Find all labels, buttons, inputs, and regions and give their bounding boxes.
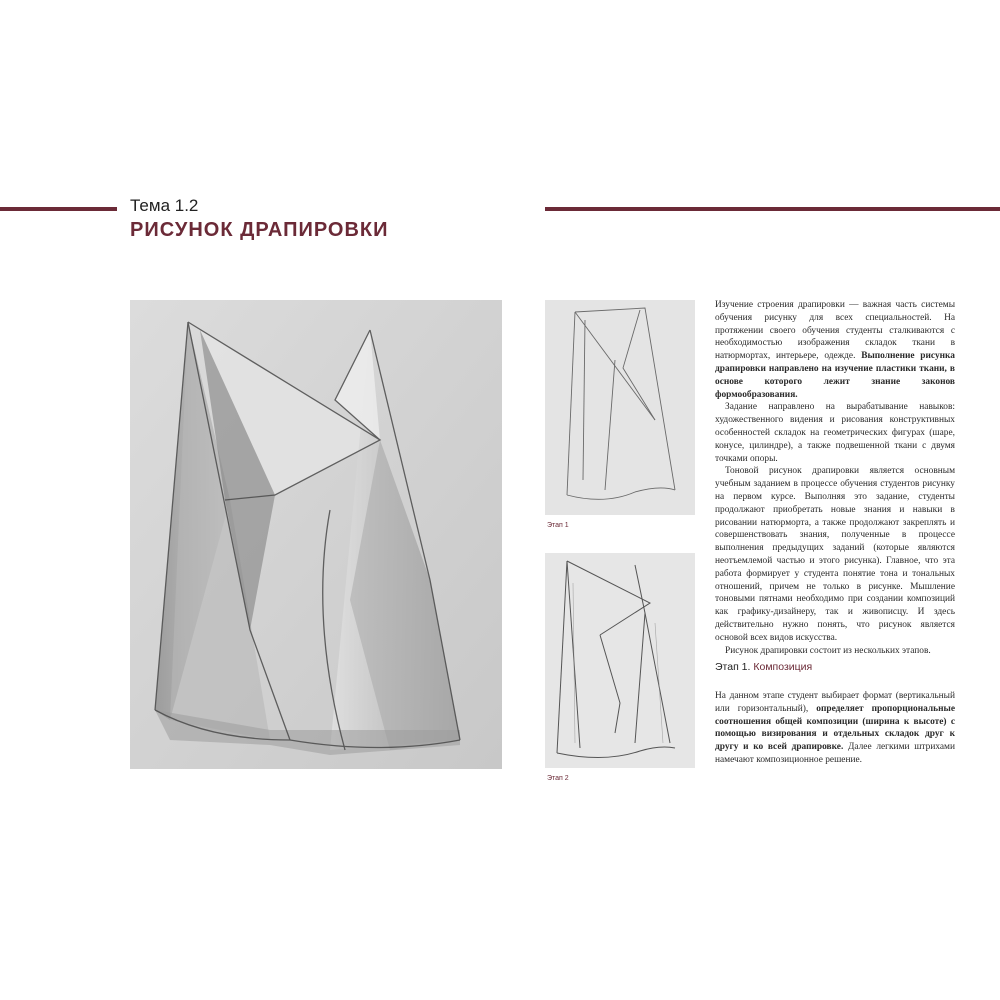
intro-paragraph-4: Рисунок драпировки состоит из нескольких этапов. bbox=[725, 645, 931, 656]
intro-p1-text: Изучение строения драпировки — важная часть системы обучения рисунку для всех специальностей. На протяжении своего обучения студенты сталкиваются с необходимостью изображения складок ткани в натюрмортах, интерьере, одежде. bbox=[715, 300, 955, 362]
stage1-sketch-image bbox=[545, 300, 695, 515]
stage1-label: Этап 1. bbox=[715, 661, 751, 673]
stage1-text bbox=[715, 690, 955, 767]
page-title: РИСУНОК ДРАПИРОВКИ bbox=[130, 219, 389, 241]
intro-p1-bold: Выполнение рисунка драпировки направлено на изучение пластики ткани, в основе которого лежит знание законов формообразования. bbox=[715, 351, 955, 400]
topic-number: Тема 1.2 bbox=[130, 196, 199, 215]
stage1-text-a: На данном этапе студент выбирает формат (вертикальный или горизонтальный), bbox=[715, 691, 955, 714]
stage1-heading bbox=[715, 661, 812, 673]
intro-paragraph-1 bbox=[715, 299, 955, 401]
header-rule-right bbox=[545, 207, 1000, 211]
stage1-caption: Этап 1 bbox=[547, 522, 569, 529]
stage1-text-b: Далее легкими штрихами намечают композиционное решение. bbox=[715, 742, 956, 765]
header-rule-left bbox=[0, 207, 117, 211]
stage1-text-bold: определяет пропорциональные соотношения общей композиции (ширина к высоте) с помощью визирования и отдельных складок друг к другу и ко всей драпировке. bbox=[715, 703, 955, 753]
stage1-paragraph bbox=[715, 690, 955, 767]
intro-paragraph-3: Тоновой рисунок драпировки является основным учебным заданием в процессе обучения студентов рисунку на первом курсе. Выполняя это задание, студенты продолжают приобретать новые знания и навыки в рисовании натюрморта, а также продолжают закреплять и совершенствовать знания, полученные в процессе выполнения предыдущих заданий (которые являются неотъемлемой частью и этого рисунка). Главное, что эта работа формирует у студента понятие тона и тональных отношений, причем не только в рисунке. Мышление тоновыми пятнами необходимо при создании композиций как графику-дизайнеру, так и живописцу. И здесь действительно нужно понять, что рисунок является основой всех видов искусства. bbox=[715, 466, 955, 643]
stage2-sketch-image bbox=[545, 553, 695, 768]
stage2-caption: Этап 2 bbox=[547, 775, 569, 782]
intro-paragraph-2: Задание направлено на вырабатывание навыков: художественного видения и рисования конструктивных особенностей складок на геометрических фигурах (шаре, конусе, цилиндре), а также подвешенной ткани с двумя точками опоры. bbox=[715, 402, 955, 464]
stage1-name: Композиция bbox=[753, 661, 813, 673]
drapery-drawing-image bbox=[130, 300, 502, 769]
intro-text bbox=[715, 299, 955, 657]
